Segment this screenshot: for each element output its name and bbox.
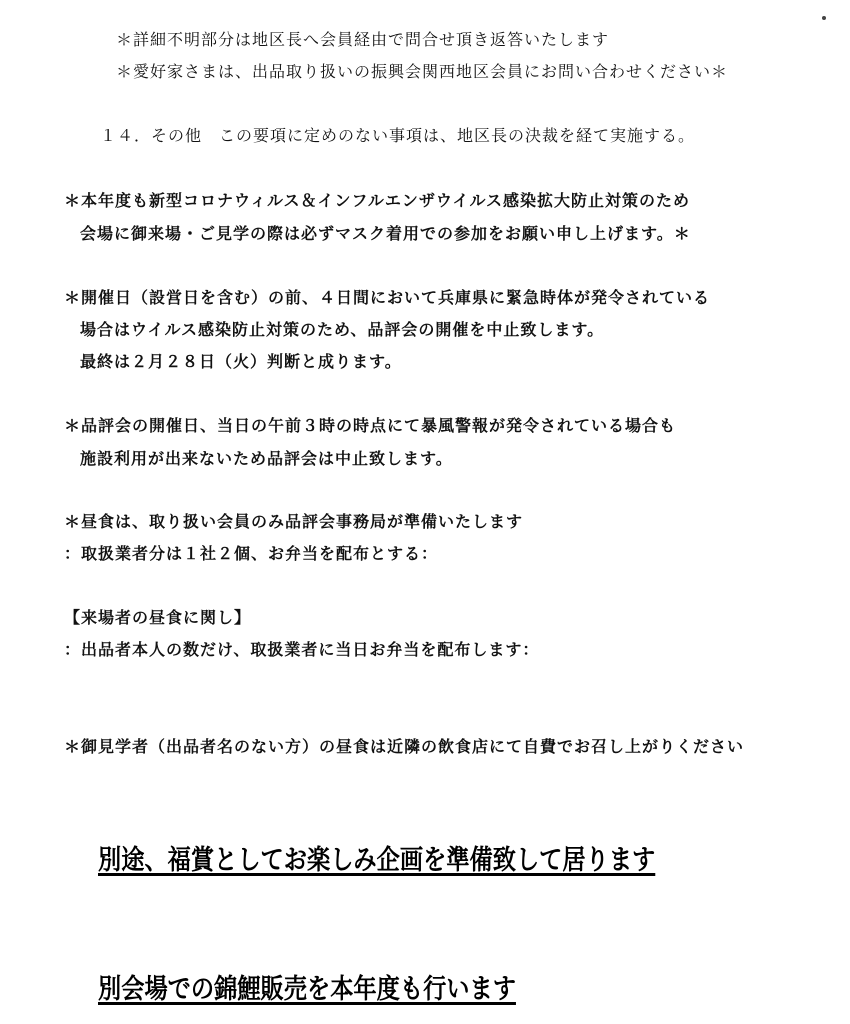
lunch-notice-line-2: ：取扱業者分は１社２個、お弁当を配布とする： bbox=[64, 544, 439, 563]
covid-notice-line-1: ＊本年度も新型コロナウィルス＆インフルエンザウイルス感染拡大防止対策のため bbox=[64, 191, 690, 210]
observer-lunch-notice: ＊御見学者（出品者名のない方）の昼食は近隣の飲食店にて自費でお召し上がりください bbox=[64, 737, 745, 756]
storm-notice-line-2: 施設利用が出来ないため品評会は中止致します。 bbox=[80, 449, 453, 468]
emergency-notice-line-1: ＊開催日（設営日を含む）の前、４日間において兵庫県に緊急時体が発令されている bbox=[64, 288, 711, 307]
section-14-other: １４．その他 この要項に定めのない事項は、地区長の決裁を経て実施する。 bbox=[100, 126, 696, 145]
visitor-lunch-line: ：出品者本人の数だけ、取扱業者に当日お弁当を配布します： bbox=[64, 640, 540, 659]
lunch-notice-line-1: ＊昼食は、取り扱い会員のみ品評会事務局が準備いたします bbox=[64, 512, 524, 531]
covid-notice-line-2: 会場に御来場・ご見学の際は必ずマスク着用での参加をお願い申し上げます。＊ bbox=[80, 224, 691, 243]
visitor-lunch-heading: 【来場者の昼食に関し】 bbox=[64, 608, 252, 627]
note-enthusiast-line: ＊愛好家さまは、出品取り扱いの振興会関西地区会員にお問い合わせください＊ bbox=[116, 62, 729, 81]
note-inquiry-line: ＊詳細不明部分は地区長へ会員経由で問合せ頂き返答いたします bbox=[116, 30, 610, 49]
scan-speck bbox=[822, 16, 826, 20]
emergency-notice-line-2: 場合はウイルス感染防止対策のため、品評会の開催を中止致します。 bbox=[80, 320, 605, 339]
headline-lottery-event: 別途、福賞としてお楽しみ企画を準備致して居ります bbox=[98, 845, 656, 876]
storm-notice-line-1: ＊品評会の開催日、当日の午前３時の時点にて暴風警報が発令されている場合も bbox=[64, 416, 677, 435]
headline-koi-sale: 別会場での錦鯉販売を本年度も行います bbox=[98, 974, 516, 1005]
emergency-notice-line-3: 最終は２月２８日（火）判断と成ります。 bbox=[80, 352, 402, 371]
